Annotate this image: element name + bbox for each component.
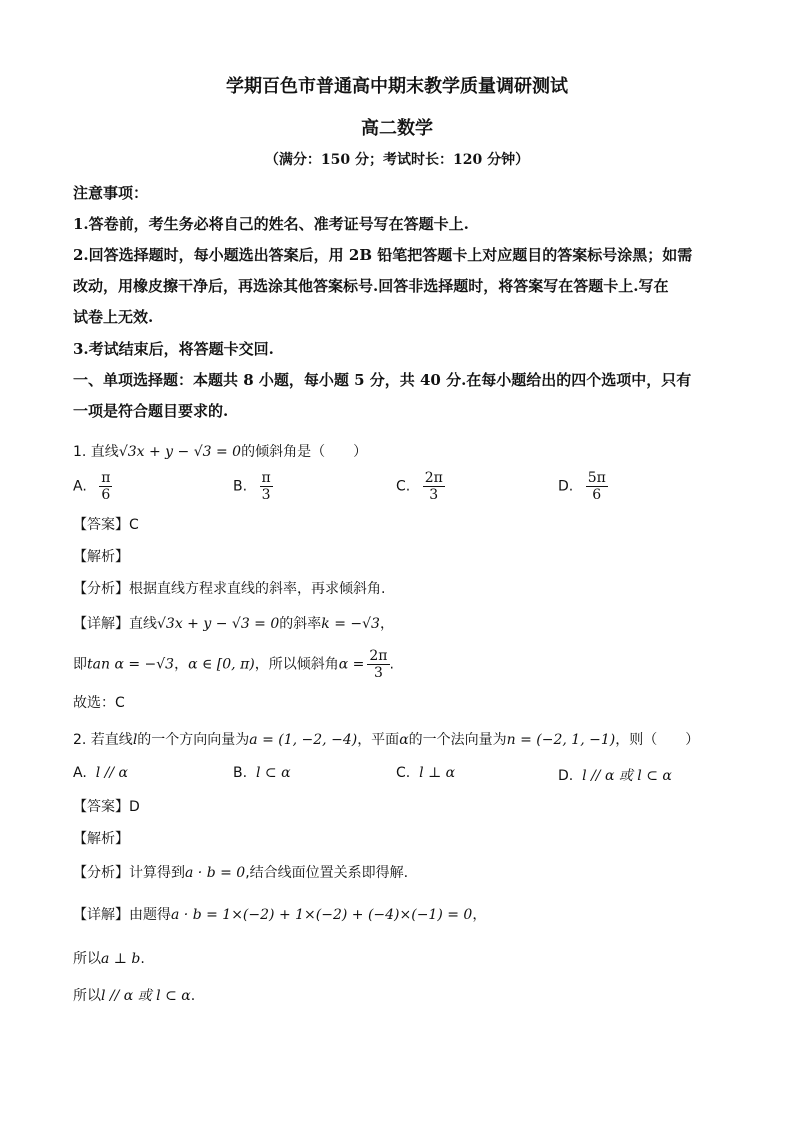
fraction-numerator: 5π [587,470,606,486]
dot-product-calculation: a · b = 1×(−2) + 1×(−2) + (−4)×(−1) = 0 [171,907,473,923]
answer-value: C [129,517,139,533]
option-letter: D. [558,768,574,784]
exam-title: 学期百色市普通高中期末教学质量调研测试 [226,76,568,97]
note-item-1: 1.答卷前，考生务必将自己的姓名、准考证号写在答题卡上. [73,215,469,233]
question-1-option-a [73,470,112,503]
fraction-denominator: 6 [592,487,602,503]
option-fraction [423,470,445,503]
detail-text: ， [174,656,189,673]
option-letter: B. [233,765,248,781]
fenxi-tag: 【分析】 [73,581,129,597]
answer-tag: 【答案】 [73,799,129,815]
plane-symbol: α [399,732,409,748]
question-1-prefix: 1. 直线 [73,444,119,460]
note-item-2-line-3: 试卷上无效. [73,308,154,326]
option-text: l ⊂ α [255,765,291,781]
detail-tag: 【详解】 [73,907,129,923]
question-1-answer [73,514,139,534]
note-item-2-line-2: 改动，用橡皮擦干净后，再选涂其他答案标号.回答非选择题时，将答案写在答题卡上.写在 [73,277,669,295]
notes-heading: 注意事项： [73,184,149,202]
fenxi-tag: 【分析】 [73,865,129,881]
option-letter: C. [396,765,411,781]
question-2-option-d [558,765,672,785]
final-relation: l // α 或 l ⊂ α [101,988,191,1004]
fraction-denominator: 6 [101,487,111,503]
stem-text: 2. 若直线 [73,732,133,748]
question-2-stem [73,729,699,749]
option-fraction [586,470,608,503]
option-letter: B. [233,478,248,495]
section-heading-line-2: 一项是符合题目要求的. [73,402,229,420]
detail-text: 的斜率 [279,616,322,632]
answer-value: D [129,799,140,815]
question-2-option-a [73,765,128,781]
option-letter: D. [558,478,574,495]
section-heading-line-1: 一、单项选择题：本题共 8 小题，每小题 5 分，共 40 分.在每小题给出的四个选项中，只有 [73,371,692,389]
note-item-2-line-1: 2.回答选择题时，每小题选出答案后，用 2B 铅笔把答题卡上对应题目的答案标号涂黑；如需 [73,246,693,264]
question-1-detail-line-2 [73,648,394,681]
detail-text: . [140,951,145,967]
detail-text: ， [379,616,394,632]
question-2-answer [73,796,140,816]
detail-text: ，所以倾斜角 [254,656,339,673]
detail-tag: 【详解】 [73,616,129,632]
question-1-fenxi [73,578,385,598]
alpha-fraction [367,648,389,681]
dot-product: a · b = 0 [185,865,246,881]
question-2-detail [73,904,486,924]
subject-title: 高二数学 [361,118,433,139]
option-text: l // α 或 l ⊂ α [582,768,672,784]
detail-text: ， [472,907,487,923]
alpha-equals: α = [338,656,365,673]
question-1-suffix: 的倾斜角是（ ） [241,444,368,460]
tan-equation: tan α = −√3 [87,656,175,673]
detail-text: 由题得 [129,907,171,923]
question-2-fenxi [73,862,408,882]
detail-text: . [389,656,394,673]
option-letter: A. [73,765,87,781]
answer-tag: 【答案】 [73,517,129,533]
option-text: l ⊥ α [419,765,456,781]
fraction-numerator: 2π [369,648,388,664]
stem-text: 的一个方向向量为 [137,732,250,748]
question-2-analysis-tag: 【解析】 [73,831,129,847]
fenxi-text: ,结合线面位置关系即得解. [245,865,409,881]
question-2-detail-line-2 [73,948,145,968]
option-text: l // α [95,765,128,781]
question-1-option-c [396,470,445,503]
note-item-3: 3.考试结束后，将答题卡交回. [73,340,274,358]
question-1-equation: √3x + y − √3 = 0 [118,444,242,460]
detail-text: 即 [73,656,87,673]
option-letter: A. [73,478,87,495]
detail-text: 直线 [129,616,157,632]
question-2-option-c [396,765,455,781]
fraction-denominator: 3 [429,487,439,503]
alpha-range: α ∈ [0, π) [188,656,255,673]
direction-vector: a = (1, −2, −4) [249,732,358,748]
detail-text: 所以 [73,951,101,967]
question-1-stem [73,441,367,461]
option-letter: C. [396,478,411,495]
question-1-analysis-tag: 【解析】 [73,549,129,565]
detail-equation: √3x + y − √3 = 0 [157,616,280,632]
perpendicular-relation: a ⊥ b [101,951,141,967]
fenxi-text: 计算得到 [129,865,185,881]
fraction-numerator: π [261,470,271,486]
option-fraction [99,470,112,503]
detail-text: . [190,988,196,1004]
question-2-option-b [233,765,291,781]
exam-info: （满分：150 分；考试时长：120 分钟） [264,152,530,168]
fraction-denominator: 3 [261,487,271,503]
detail-slope: k = −√3 [321,616,380,632]
line-symbol: l [132,732,138,748]
question-1-option-b [233,470,273,503]
question-2-detail-line-3 [73,985,195,1005]
fraction-numerator: π [101,470,111,486]
detail-text: 所以 [73,988,101,1004]
stem-text: ，则（ ） [615,732,700,748]
fenxi-text: 根据直线方程求直线的斜率，再求倾斜角. [129,581,386,597]
fraction-numerator: 2π [424,470,443,486]
question-1-option-d [558,470,608,503]
normal-vector: n = (−2, 1, −1) [506,732,616,748]
stem-text: 的一个法向量为 [408,732,507,748]
stem-text: ，平面 [357,732,400,748]
question-1-detail [73,613,394,633]
question-1-conclusion: 故选：C [73,695,125,711]
option-fraction [260,470,273,503]
fraction-denominator: 3 [373,665,383,681]
